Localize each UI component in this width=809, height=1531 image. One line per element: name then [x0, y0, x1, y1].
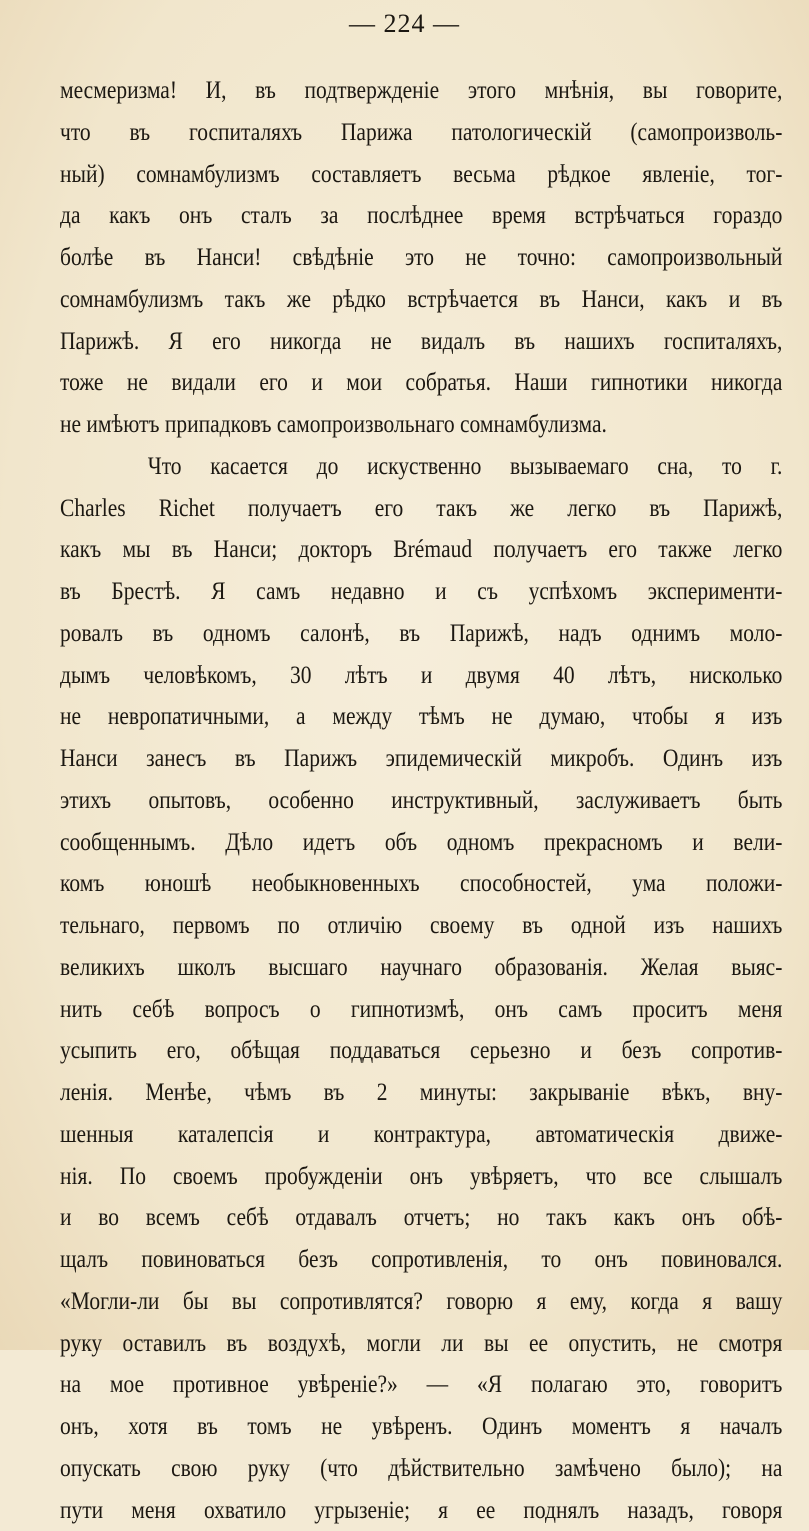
text-line: тоже не видали его и мои собратья. Наши гипнотики никогда	[60, 362, 782, 404]
text-line: сообщеннымъ. Дѣло идетъ объ одномъ прекрасномъ и вели-	[60, 822, 782, 864]
text-line: Нанси занесъ въ Парижъ эпидемическій микробъ. Одинъ изъ	[60, 738, 782, 780]
text-line: великихъ школъ высшаго научнаго образованія. Желая выяс-	[60, 947, 782, 989]
text-line: тельнаго, первомъ по отличію своему въ одной изъ нашихъ	[60, 905, 782, 947]
text-line: пути меня охватило угрызеніе; я ее поднялъ назадъ, говоря	[60, 1490, 782, 1531]
text-line: опускать свою руку (что дѣйствительно замѣчено было); на	[60, 1448, 782, 1490]
text-line: нія. По своемъ пробужденіи онъ увѣряетъ, что все слышалъ	[60, 1156, 782, 1198]
text-line: руку оставилъ въ воздухѣ, могли ли вы ее опустить, не смотря	[60, 1323, 782, 1365]
text-line: на мое противное увѣреніе?» — «Я полагаю это, говоритъ	[60, 1364, 782, 1406]
text-line: болѣе въ Нанси! свѣдѣніе это не точно: самопроизвольный	[60, 237, 782, 279]
text-line: нить себѣ вопросъ о гипнотизмѣ, онъ самъ проситъ меня	[60, 989, 782, 1031]
text-line: Charles Richet получаетъ его такъ же легко въ Парижѣ,	[60, 488, 782, 530]
text-line: месмеризма! И, въ подтвержденіе этого мнѣнія, вы говорите,	[60, 70, 782, 112]
paragraph-start-line: Что касается до искуственно вызываемаго сна, то г.	[60, 446, 782, 488]
text-line: какъ мы въ Нанси; докторъ Brémaud получаетъ его также легко	[60, 529, 782, 571]
text-line: ровалъ въ одномъ салонѣ, въ Парижѣ, надъ однимъ моло-	[60, 613, 782, 655]
text-line: «Могли-ли бы вы сопротивлятся? говорю я ему, когда я вашу	[60, 1281, 782, 1323]
text-line: и во всемъ себѣ отдавалъ отчетъ; но такъ какъ онъ обѣ-	[60, 1197, 782, 1239]
text-line: не невропатичными, а между тѣмъ не думаю, чтобы я изъ	[60, 696, 782, 738]
text-line: щалъ повиноваться безъ сопротивленія, то онъ повиновался.	[60, 1239, 782, 1281]
text-line: дымъ человѣкомъ, 30 лѣтъ и двумя 40 лѣтъ, нисколько	[60, 655, 782, 697]
text-line: онъ, хотя въ томъ не увѣренъ. Одинъ моментъ я началъ	[60, 1406, 782, 1448]
body-text	[60, 70, 783, 1531]
text-line: усыпить его, обѣщая поддаваться серьезно и безъ сопротив-	[60, 1030, 782, 1072]
text-line: да какъ онъ сталъ за послѣднее время встрѣчаться гораздо	[60, 195, 782, 237]
text-line: Парижѣ. Я его никогда не видалъ въ нашихъ госпиталяхъ,	[60, 321, 782, 363]
text-line: ный) сомнамбулизмъ составляетъ весьма рѣдкое явленіе, тог-	[60, 154, 782, 196]
text-line: сомнамбулизмъ такъ же рѣдко встрѣчается въ Нанси, какъ и въ	[60, 279, 782, 321]
text-line: въ Брестѣ. Я самъ недавно и съ успѣхомъ эксперименти-	[60, 571, 782, 613]
text-line: этихъ опытовъ, особенно инструктивный, заслуживаетъ быть	[60, 780, 782, 822]
text-line: комъ юношѣ необыкновенныхъ способностей, ума положи-	[60, 863, 782, 905]
text-line: что въ госпиталяхъ Парижа патологическій (самопроизволь-	[60, 112, 782, 154]
paragraph-end-line: не имѣютъ припадковъ самопроизвольнаго сомнамбулизма.	[60, 404, 782, 446]
text-line: ленія. Менѣе, чѣмъ въ 2 минуты: закрываніе вѣкъ, вну-	[60, 1072, 782, 1114]
page-number: — 224 —	[0, 8, 809, 40]
text-line: шенныя каталепсія и контрактура, автоматическія движе-	[60, 1114, 782, 1156]
